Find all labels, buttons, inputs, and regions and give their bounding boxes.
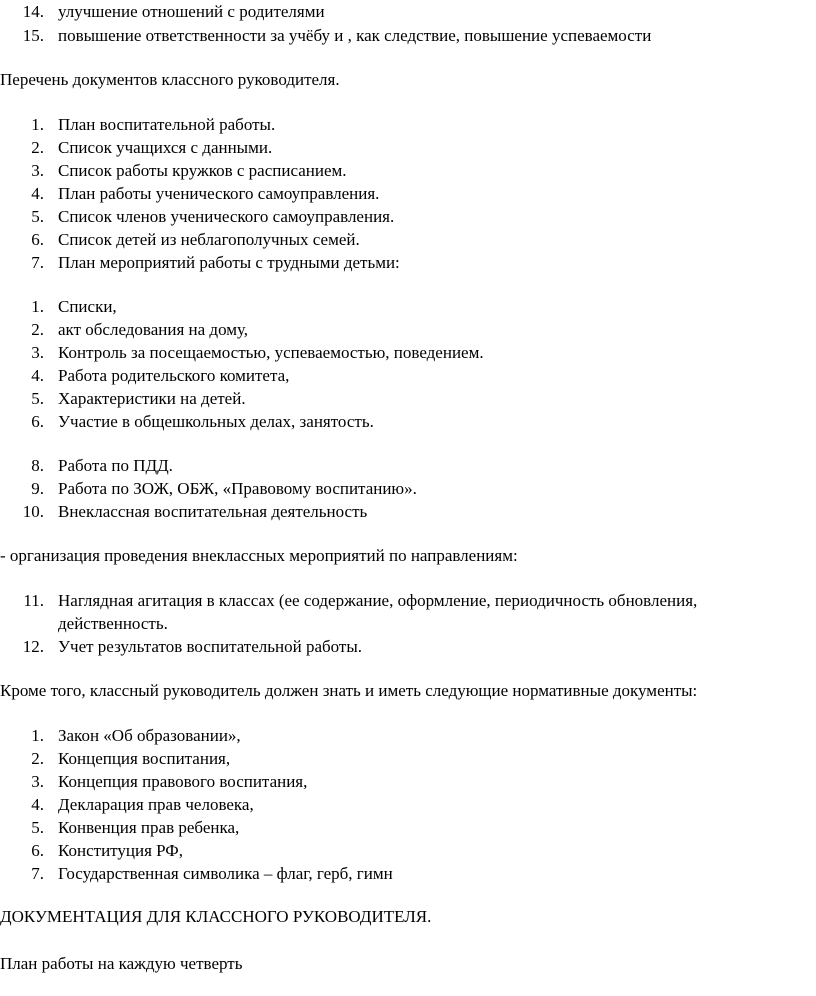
list-number: 1. [31,115,44,134]
list-number: 14. [22,2,44,21]
list-text: Контроль за посещаемостью, успеваемостью, поведением. [58,343,484,362]
dash-paragraph: - организация проведения внеклассных мероприятий по направлениям: [0,546,518,565]
list-text: Работа родительского комитета, [58,366,290,385]
plan-line: План работы на каждую четверть [0,954,243,973]
list-text: Характеристики на детей. [58,389,246,408]
list-text: Работа по ПДД. [58,456,173,475]
list-text: Списки, [58,297,117,316]
list-text: Декларация прав человека, [58,795,254,814]
list-text: Государственная символика – флаг, герб, гимн [58,864,393,883]
list-number: 6. [31,230,44,249]
list-number: 4. [31,366,44,385]
list-text: Наглядная агитация в классах (ее содержание, оформление, периодичность обновления, [58,591,698,610]
list-text: акт обследования на дому, [58,320,249,339]
list-text: Работа по ЗОЖ, ОБЖ, «Правовому воспитанию». [58,479,417,498]
norm-heading: Кроме того, классный руководитель должен знать и иметь следующие нормативные документы: [0,681,698,700]
list-number: 4. [31,184,44,203]
list-number: 7. [31,864,44,883]
list-number: 8. [31,456,44,475]
section-title: ДОКУМЕНТАЦИЯ ДЛЯ КЛАССНОГО РУКОВОДИТЕЛЯ. [0,907,432,926]
list-number: 1. [31,297,44,316]
list-text: Концепция правового воспитания, [58,772,308,791]
list-text: Участие в общешкольных делах, занятость. [58,412,374,431]
list-number: 1. [31,726,44,745]
list-text: План мероприятий работы с трудными детьми: [58,253,400,272]
list-text: Список работы кружков с расписанием. [58,161,347,180]
list-number: 3. [31,343,44,362]
list-number: 11. [23,591,44,610]
list-number: 5. [31,207,44,226]
list-text: Закон «Об образовании», [58,726,241,745]
list-text: Конвенция прав ребенка, [58,818,240,837]
list-text: Учет результатов воспитательной работы. [58,637,363,656]
list-text: План работы ученического самоуправления. [58,184,380,203]
docs-heading: Перечень документов классного руководителя. [0,70,340,89]
list-number: 2. [31,749,44,768]
list-text: повышение ответственности за учёбу и , как следствие, повышение успеваемости [58,26,652,45]
list-number: 10. [22,502,44,521]
list-number: 3. [31,161,44,180]
list-text: Концепция воспитания, [58,749,231,768]
list-number: 2. [31,320,44,339]
list-number: 2. [31,138,44,157]
list-text: улучшение отношений с родителями [58,2,325,21]
list-number: 12. [22,637,44,656]
list-number: 5. [31,389,44,408]
list-number: 6. [31,412,44,431]
list-number: 15. [22,26,44,45]
list-number: 3. [31,772,44,791]
list-text: Список учащихся с данными. [58,138,273,157]
list-number: 5. [31,818,44,837]
list-number: 4. [31,795,44,814]
list-text: Список детей из неблагополучных семей. [58,230,360,249]
list-text: Внеклассная воспитательная деятельность [58,502,368,521]
list-number: 7. [31,253,44,272]
list-text: Список членов ученического самоуправления. [58,207,395,226]
list-number: 6. [31,841,44,860]
list-text: Конституция РФ, [58,841,183,860]
list-text: План воспитательной работы. [58,115,276,134]
list-text: действенность. [58,614,168,633]
list-number: 9. [31,479,44,498]
